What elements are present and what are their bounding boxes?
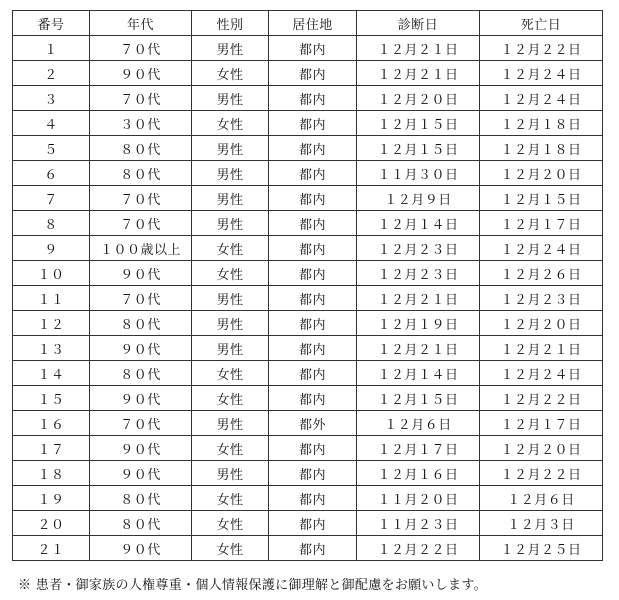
cell-residence: 都内 <box>269 36 357 61</box>
cell-diagnosis-date: １２月１４日 <box>357 211 480 236</box>
cell-sex: 男性 <box>192 461 269 486</box>
cell-sex: 女性 <box>192 486 269 511</box>
cell-age-group: ８０代 <box>90 361 192 386</box>
cell-number: １３ <box>13 336 90 361</box>
cell-death-date: １２月２２日 <box>480 36 603 61</box>
cell-death-date: １２月１８日 <box>480 111 603 136</box>
cell-number: ９ <box>13 236 90 261</box>
cell-sex: 女性 <box>192 61 269 86</box>
cell-number: １２ <box>13 311 90 336</box>
table-row <box>13 336 603 361</box>
cell-diagnosis-date: １２月６日 <box>357 411 480 436</box>
cell-number: １０ <box>13 261 90 286</box>
table-row <box>13 186 603 211</box>
cell-death-date: １２月１５日 <box>480 186 603 211</box>
cell-death-date: １２月２４日 <box>480 236 603 261</box>
cell-number: ２ <box>13 61 90 86</box>
cell-sex: 女性 <box>192 261 269 286</box>
cell-age-group: ９０代 <box>90 261 192 286</box>
header-age-group: 年代 <box>90 11 192 36</box>
cell-death-date: １２月２０日 <box>480 436 603 461</box>
cell-sex: 男性 <box>192 286 269 311</box>
cell-residence: 都内 <box>269 461 357 486</box>
cell-diagnosis-date: １２月２３日 <box>357 236 480 261</box>
cell-age-group: ８０代 <box>90 511 192 536</box>
cell-diagnosis-date: １１月３０日 <box>357 161 480 186</box>
cell-residence: 都内 <box>269 336 357 361</box>
header-residence: 居住地 <box>269 11 357 36</box>
cell-number: １９ <box>13 486 90 511</box>
table-row <box>13 511 603 536</box>
cell-age-group: ７０代 <box>90 286 192 311</box>
cell-death-date: １２月２４日 <box>480 361 603 386</box>
cell-age-group: ７０代 <box>90 86 192 111</box>
cell-residence: 都内 <box>269 186 357 211</box>
table-row <box>13 211 603 236</box>
header-sex: 性別 <box>192 11 269 36</box>
cell-sex: 男性 <box>192 211 269 236</box>
header-diagnosis-date: 診断日 <box>357 11 480 36</box>
cell-diagnosis-date: １２月１６日 <box>357 461 480 486</box>
cell-sex: 女性 <box>192 111 269 136</box>
cell-residence: 都外 <box>269 411 357 436</box>
cell-diagnosis-date: １２月１４日 <box>357 361 480 386</box>
cell-residence: 都内 <box>269 286 357 311</box>
cell-age-group: ８０代 <box>90 486 192 511</box>
cell-death-date: １２月２０日 <box>480 161 603 186</box>
cell-death-date: １２月１８日 <box>480 136 603 161</box>
cell-diagnosis-date: １２月１５日 <box>357 136 480 161</box>
table-row <box>13 86 603 111</box>
cell-death-date: １２月２１日 <box>480 336 603 361</box>
footnote: ※ 患者・御家族の人権尊重・個人情報保護に御理解と御配慮をお願いします。 <box>18 578 487 593</box>
table-row <box>13 386 603 411</box>
table-row <box>13 236 603 261</box>
cell-diagnosis-date: １２月１９日 <box>357 311 480 336</box>
cell-residence: 都内 <box>269 361 357 386</box>
cell-age-group: ９０代 <box>90 461 192 486</box>
table-row <box>13 536 603 561</box>
cell-death-date: １２月２３日 <box>480 286 603 311</box>
cell-residence: 都内 <box>269 136 357 161</box>
table-row <box>13 286 603 311</box>
table-row <box>13 36 603 61</box>
cell-age-group: ９０代 <box>90 336 192 361</box>
cell-death-date: １２月２０日 <box>480 311 603 336</box>
cell-sex: 男性 <box>192 311 269 336</box>
cell-age-group: ８０代 <box>90 161 192 186</box>
cell-number: ６ <box>13 161 90 186</box>
cell-diagnosis-date: １１月２０日 <box>357 486 480 511</box>
cell-sex: 女性 <box>192 236 269 261</box>
cell-number: ８ <box>13 211 90 236</box>
table-row <box>13 411 603 436</box>
cell-age-group: ７０代 <box>90 186 192 211</box>
table-row <box>13 111 603 136</box>
cell-sex: 女性 <box>192 536 269 561</box>
cell-death-date: １２月２２日 <box>480 386 603 411</box>
cell-sex: 女性 <box>192 436 269 461</box>
table-row <box>13 361 603 386</box>
cell-number: ３ <box>13 86 90 111</box>
cell-sex: 男性 <box>192 136 269 161</box>
table-row <box>13 61 603 86</box>
table-row <box>13 311 603 336</box>
cell-residence: 都内 <box>269 111 357 136</box>
cell-number: １６ <box>13 411 90 436</box>
cell-death-date: １２月２４日 <box>480 61 603 86</box>
cell-age-group: ９０代 <box>90 536 192 561</box>
table-row <box>13 261 603 286</box>
cell-sex: 女性 <box>192 511 269 536</box>
cell-sex: 女性 <box>192 361 269 386</box>
cell-age-group: ９０代 <box>90 61 192 86</box>
cell-death-date: １２月１７日 <box>480 411 603 436</box>
cell-diagnosis-date: １２月２１日 <box>357 61 480 86</box>
cell-residence: 都内 <box>269 261 357 286</box>
cell-number: １５ <box>13 386 90 411</box>
cell-number: １８ <box>13 461 90 486</box>
table-row <box>13 161 603 186</box>
table-row <box>13 436 603 461</box>
cell-death-date: １２月２５日 <box>480 536 603 561</box>
header-death-date: 死亡日 <box>480 11 603 36</box>
cell-age-group: ７０代 <box>90 211 192 236</box>
header-number: 番号 <box>13 11 90 36</box>
cell-diagnosis-date: １２月２３日 <box>357 261 480 286</box>
cell-diagnosis-date: １２月１７日 <box>357 436 480 461</box>
table-row <box>13 461 603 486</box>
cell-sex: 男性 <box>192 36 269 61</box>
cell-diagnosis-date: １２月２０日 <box>357 86 480 111</box>
cell-residence: 都内 <box>269 486 357 511</box>
cell-residence: 都内 <box>269 311 357 336</box>
cell-death-date: １２月２４日 <box>480 86 603 111</box>
cell-age-group: ８０代 <box>90 136 192 161</box>
cell-age-group: ８０代 <box>90 311 192 336</box>
cell-age-group: ７０代 <box>90 411 192 436</box>
cell-sex: 男性 <box>192 411 269 436</box>
cell-residence: 都内 <box>269 436 357 461</box>
cell-residence: 都内 <box>269 236 357 261</box>
cell-death-date: １２月３日 <box>480 511 603 536</box>
cell-residence: 都内 <box>269 536 357 561</box>
cell-diagnosis-date: １２月１５日 <box>357 386 480 411</box>
cell-age-group: ７０代 <box>90 36 192 61</box>
cell-death-date: １２月６日 <box>480 486 603 511</box>
cell-number: ４ <box>13 111 90 136</box>
cell-age-group: ３０代 <box>90 111 192 136</box>
cell-diagnosis-date: １２月２１日 <box>357 286 480 311</box>
cell-diagnosis-date: １２月１５日 <box>357 111 480 136</box>
cell-number: １ <box>13 36 90 61</box>
cell-sex: 男性 <box>192 186 269 211</box>
cell-diagnosis-date: １１月２３日 <box>357 511 480 536</box>
cell-sex: 男性 <box>192 336 269 361</box>
table-header <box>13 11 603 36</box>
cell-number: ２１ <box>13 536 90 561</box>
cell-residence: 都内 <box>269 86 357 111</box>
cell-residence: 都内 <box>269 511 357 536</box>
cell-death-date: １２月１７日 <box>480 211 603 236</box>
cases-table <box>12 10 603 561</box>
cell-residence: 都内 <box>269 61 357 86</box>
cell-death-date: １２月２２日 <box>480 461 603 486</box>
cell-number: ５ <box>13 136 90 161</box>
header-row <box>13 11 603 36</box>
cell-number: １７ <box>13 436 90 461</box>
cell-number: １４ <box>13 361 90 386</box>
cell-residence: 都内 <box>269 211 357 236</box>
cell-age-group: ９０代 <box>90 386 192 411</box>
table-row <box>13 136 603 161</box>
cell-age-group: ９０代 <box>90 436 192 461</box>
cell-diagnosis-date: １２月２１日 <box>357 336 480 361</box>
cell-number: ２０ <box>13 511 90 536</box>
cell-sex: 男性 <box>192 161 269 186</box>
cell-death-date: １２月２６日 <box>480 261 603 286</box>
cell-diagnosis-date: １２月２２日 <box>357 536 480 561</box>
cell-sex: 男性 <box>192 86 269 111</box>
cell-sex: 女性 <box>192 386 269 411</box>
cell-age-group: １００歳以上 <box>90 236 192 261</box>
cell-diagnosis-date: １２月２１日 <box>357 36 480 61</box>
cell-residence: 都内 <box>269 161 357 186</box>
cell-residence: 都内 <box>269 386 357 411</box>
cell-diagnosis-date: １２月９日 <box>357 186 480 211</box>
cell-number: ７ <box>13 186 90 211</box>
table-row <box>13 486 603 511</box>
cell-number: １１ <box>13 286 90 311</box>
table-body <box>13 36 603 561</box>
